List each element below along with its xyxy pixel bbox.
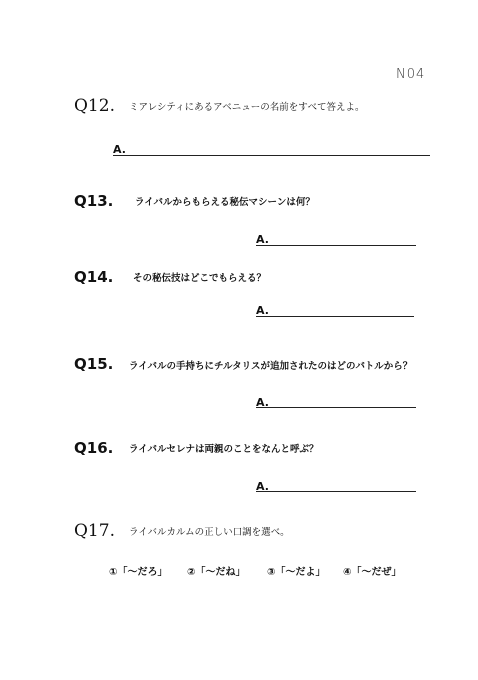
choice-1[interactable]: ①「〜だろ」 bbox=[109, 567, 168, 578]
answer-label: A. bbox=[256, 480, 269, 493]
question-text: その秘伝技はどこでもらえる？ bbox=[133, 273, 267, 284]
answer-line[interactable] bbox=[256, 316, 414, 317]
choice-4[interactable]: ④「〜だぜ」 bbox=[343, 567, 402, 578]
question-number: Q16. bbox=[74, 439, 114, 457]
question-number: Q14. bbox=[74, 268, 114, 286]
question-text: ライバルの手持ちにチルタリスが追加されたのはどのバトルから？ bbox=[129, 361, 413, 372]
answer-line[interactable] bbox=[256, 245, 416, 246]
choice-2[interactable]: ②「〜だね」 bbox=[187, 567, 246, 578]
question-number: Q13. bbox=[74, 192, 114, 210]
answer-label: A. bbox=[256, 233, 269, 246]
question-text: ライバルセレナは両親のことをなんと呼ぶ？ bbox=[129, 444, 319, 455]
question-number: Q17. bbox=[74, 521, 115, 541]
question-number: Q12. bbox=[74, 96, 115, 116]
question-number: Q15. bbox=[74, 355, 114, 373]
answer-label: A. bbox=[256, 304, 269, 317]
answer-label: A. bbox=[113, 143, 126, 156]
choice-3[interactable]: ③「〜だよ」 bbox=[267, 567, 326, 578]
question-text: ライバルからもらえる秘伝マシーンは何？ bbox=[135, 197, 315, 208]
answer-line[interactable] bbox=[113, 155, 430, 156]
answer-label: A. bbox=[256, 396, 269, 409]
answer-line[interactable] bbox=[256, 491, 416, 492]
page-number: N04 bbox=[396, 67, 426, 82]
answer-line[interactable] bbox=[256, 407, 416, 408]
question-text: ミアレシティにあるアベニューの名前をすべて答えよ。 bbox=[129, 102, 365, 113]
question-text: ライバルカルムの正しい口調を選べ。 bbox=[129, 527, 290, 538]
